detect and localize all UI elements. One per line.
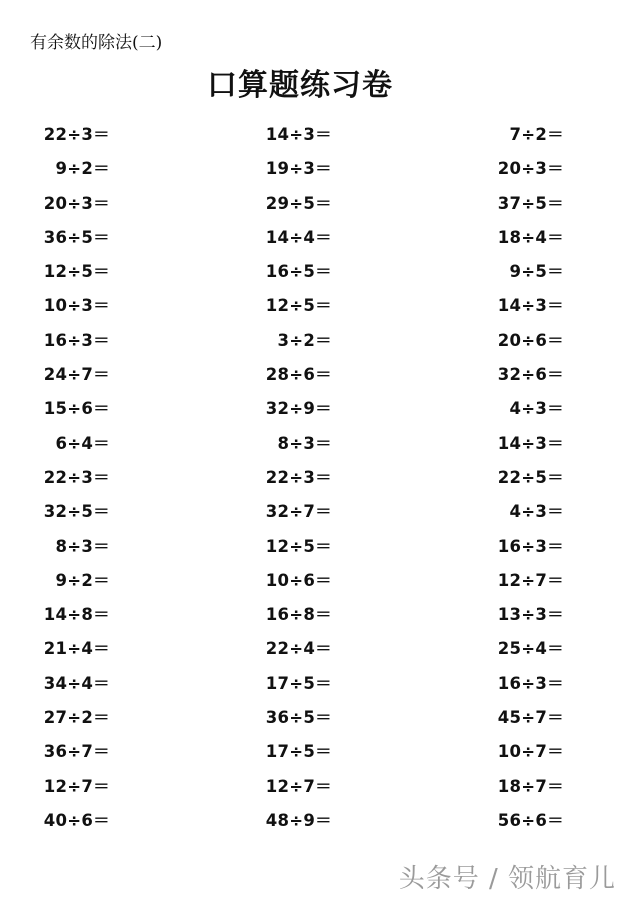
- division-problem: 14÷3＝: [265, 125, 332, 144]
- division-problem: 9÷2＝: [55, 159, 110, 179]
- division-problem: 27÷2＝: [43, 708, 110, 728]
- division-problem: 12÷5＝: [265, 536, 332, 556]
- division-problem: 28÷6＝: [265, 365, 332, 385]
- division-problem: 14÷3＝: [497, 296, 564, 316]
- problem-column-right: [498, 118, 564, 838]
- division-problem: 29÷5＝: [265, 193, 332, 213]
- division-problem: 22÷3＝: [43, 467, 110, 487]
- division-problem: 22÷4＝: [265, 639, 332, 659]
- division-problem: 8÷3＝: [277, 433, 332, 453]
- division-problem: 22÷3＝: [43, 125, 110, 144]
- division-problem: 4÷3＝: [509, 502, 564, 522]
- division-problem: 10÷3＝: [43, 296, 110, 316]
- division-problem: 32÷5＝: [43, 502, 110, 522]
- problem-column-middle: [266, 118, 332, 838]
- division-problem: 22÷5＝: [497, 467, 564, 487]
- division-problem: 18÷4＝: [497, 227, 564, 247]
- division-problem: 16÷3＝: [43, 330, 110, 350]
- division-problem: 22÷3＝: [265, 467, 332, 487]
- division-problem: 10÷7＝: [497, 742, 564, 762]
- division-problem: 18÷7＝: [497, 776, 564, 796]
- division-problem: 36÷7＝: [43, 742, 110, 762]
- division-problem: 16÷3＝: [497, 673, 564, 693]
- division-problem: 40÷6＝: [43, 810, 110, 830]
- problem-column-left: [44, 118, 110, 838]
- division-problem: 24÷7＝: [43, 365, 110, 385]
- worksheet-title: 口算题练习卷: [207, 68, 393, 103]
- division-problem: 9÷2＝: [55, 570, 110, 590]
- division-problem: 8÷3＝: [55, 536, 110, 556]
- division-problem: 9÷5＝: [509, 262, 564, 282]
- division-problem: 20÷6＝: [497, 330, 564, 350]
- division-problem: 34÷4＝: [43, 673, 110, 693]
- division-problem: 3÷2＝: [277, 330, 332, 350]
- division-problem: 56÷6＝: [497, 810, 564, 830]
- division-problem: 20÷3＝: [497, 159, 564, 179]
- division-problem: 25÷4＝: [497, 639, 564, 659]
- division-problem: 48÷9＝: [265, 810, 332, 830]
- division-problem: 16÷3＝: [497, 536, 564, 556]
- division-problem: 37÷5＝: [497, 193, 564, 213]
- division-problem: 4÷3＝: [509, 399, 564, 419]
- division-problem: 45÷7＝: [497, 708, 564, 728]
- division-problem: 32÷9＝: [265, 399, 332, 419]
- division-problem: 16÷8＝: [265, 605, 332, 625]
- division-problem: 12÷5＝: [265, 296, 332, 316]
- division-problem: 13÷3＝: [497, 605, 564, 625]
- division-problem: 36÷5＝: [43, 227, 110, 247]
- watermark: 头条号 / 领航育儿: [398, 864, 616, 894]
- division-problem: 36÷5＝: [265, 708, 332, 728]
- division-problem: 12÷7＝: [497, 570, 564, 590]
- division-problem: 15÷6＝: [43, 399, 110, 419]
- division-problem: 7÷2＝: [509, 125, 564, 144]
- division-problem: 14÷4＝: [265, 227, 332, 247]
- division-problem: 12÷5＝: [43, 262, 110, 282]
- division-problem: 14÷3＝: [497, 433, 564, 453]
- division-problem: 6÷4＝: [55, 433, 110, 453]
- division-problem: 12÷7＝: [265, 776, 332, 796]
- division-problem: 19÷3＝: [265, 159, 332, 179]
- division-problem: 32÷7＝: [265, 502, 332, 522]
- division-problem: 17÷5＝: [265, 673, 332, 693]
- division-problem: 10÷6＝: [265, 570, 332, 590]
- division-problem: 17÷5＝: [265, 742, 332, 762]
- worksheet-subtitle: 有余数的除法(二): [30, 33, 163, 53]
- division-problem: 16÷5＝: [265, 262, 332, 282]
- division-problem: 20÷3＝: [43, 193, 110, 213]
- division-problem: 14÷8＝: [43, 605, 110, 625]
- division-problem: 32÷6＝: [497, 365, 564, 385]
- division-problem: 12÷7＝: [43, 776, 110, 796]
- division-problem: 21÷4＝: [43, 639, 110, 659]
